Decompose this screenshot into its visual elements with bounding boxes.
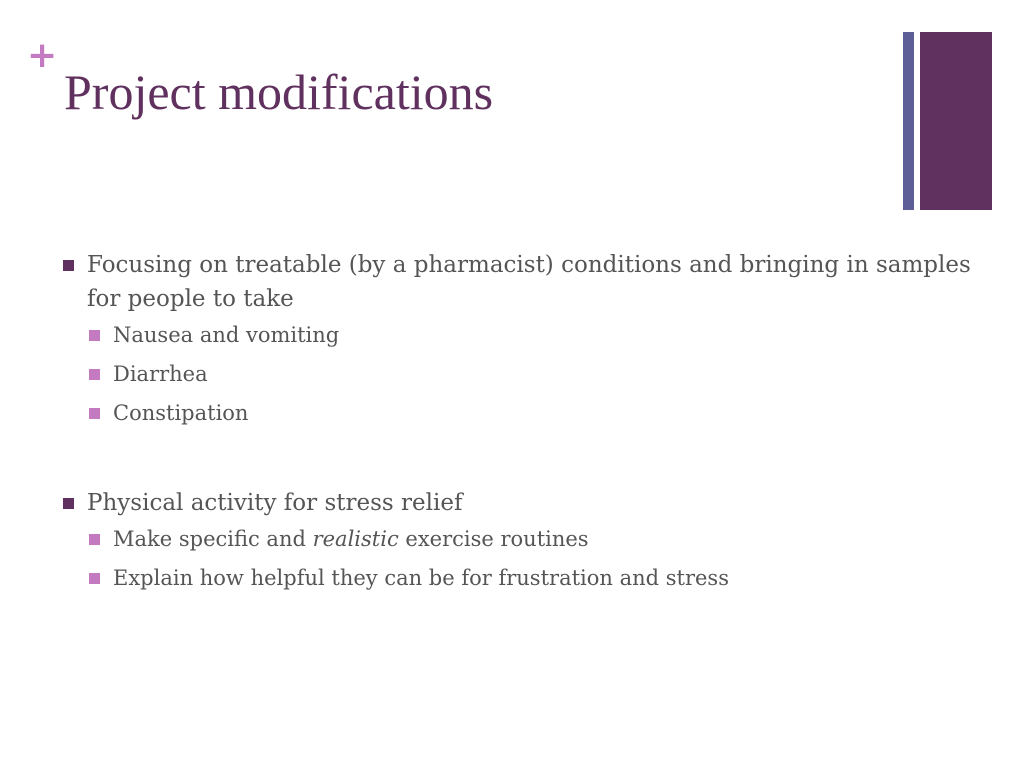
decorative-bar-thin: [903, 32, 914, 210]
sub-bullet-list: [62, 322, 972, 426]
square-bullet-icon: [89, 408, 100, 419]
sub-bullet-item: [62, 526, 972, 552]
slide-title: Project modifications: [64, 64, 494, 120]
square-bullet-icon: [89, 330, 100, 341]
sub-bullet-text: Constipation: [113, 401, 249, 425]
bullet-item: [62, 248, 972, 316]
sub-bullet-text-before: Make specific and: [113, 527, 313, 551]
sub-bullet-item: [62, 322, 972, 348]
sub-bullet-item: [62, 361, 972, 387]
square-bullet-icon: [63, 260, 74, 271]
square-bullet-icon: [89, 534, 100, 545]
sub-bullet-text: [113, 527, 589, 551]
bullet-text: Focusing on treatable (by a pharmacist) conditions and bringing in samples for people to take: [87, 252, 971, 312]
plus-icon: +: [27, 35, 58, 76]
sub-bullet-text-after: exercise routines: [398, 527, 589, 551]
sub-bullet-text: Diarrhea: [113, 362, 208, 386]
square-bullet-icon: [89, 369, 100, 380]
sub-bullet-item: [62, 400, 972, 426]
sub-bullet-item: [62, 565, 972, 591]
sub-bullet-text-emphasis: realistic: [312, 527, 399, 551]
square-bullet-icon: [89, 573, 100, 584]
sub-bullet-list: [62, 526, 972, 591]
bullet-item: [62, 486, 972, 520]
spacer: [62, 439, 972, 486]
bullet-text: Physical activity for stress relief: [87, 490, 463, 516]
bullet-list: [62, 248, 972, 604]
sub-bullet-text: Explain how helpful they can be for frustration and stress: [113, 566, 729, 590]
decorative-bar-thick: [920, 32, 992, 210]
sub-bullet-text: Nausea and vomiting: [113, 323, 340, 347]
square-bullet-icon: [63, 498, 74, 509]
